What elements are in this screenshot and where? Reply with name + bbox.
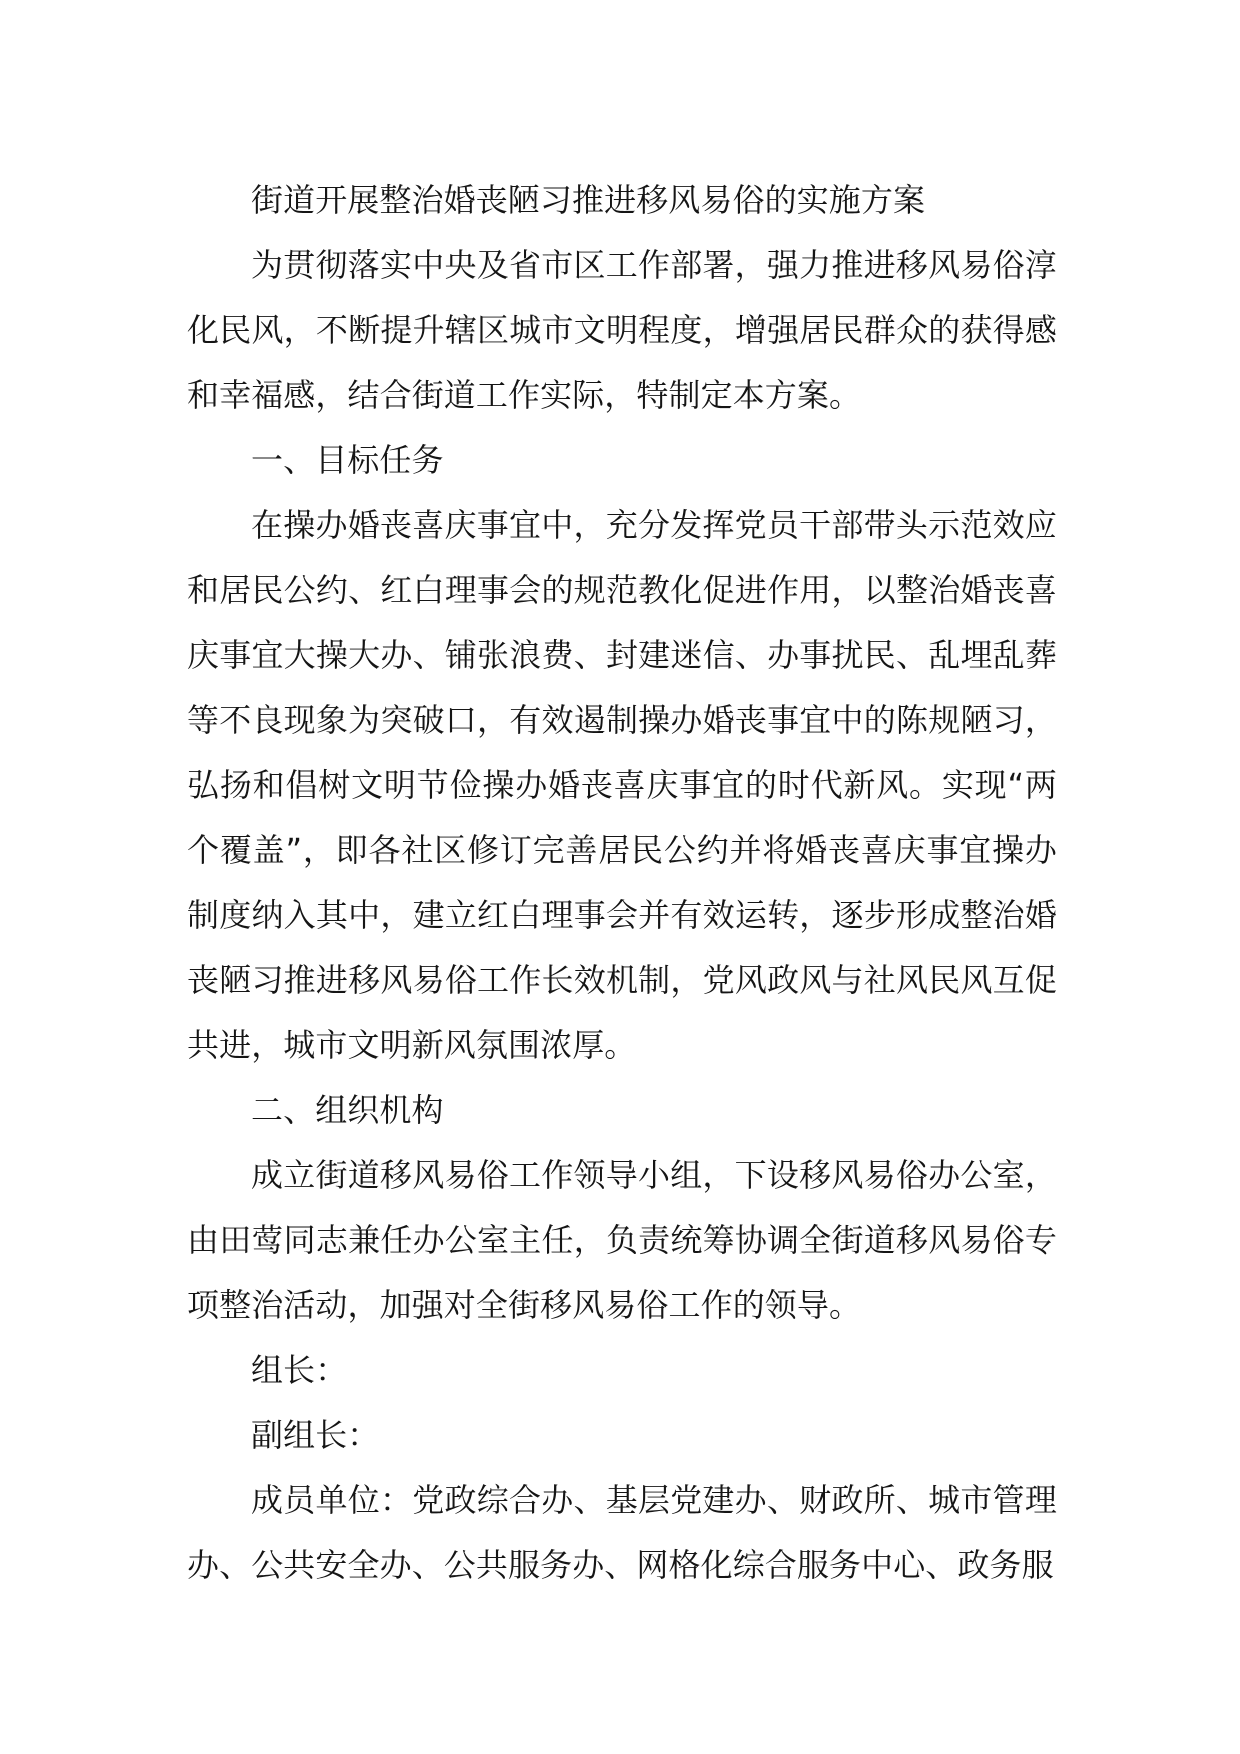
deputy-leader-line: 副组长： [251, 1416, 380, 1454]
document-title: 街道开展整治婚丧陋习推进移风易俗的实施方案 [251, 181, 926, 219]
member-units-paragraph: 成员单位：党政综合办、基层党建办、财政所、城市管理办、公共安全办、公共服务办、网格化综合服务中心、政务服 [187, 1481, 1057, 1584]
goals-paragraph: 在操办婚丧喜庆事宜中，充分发挥党员干部带头示范效应和居民公约、红白理事会的规范教化促进作用，以整治婚丧喜庆事宜大操大办、铺张浪费、封建迷信、办事扰民、乱埋乱葬等不良现象为突破口，有效遏制操办婚丧事宜中的陈规陋习，弘扬和倡树文明节俭操办婚丧喜庆事宜的时代新风。实现“两个覆盖”，即各社区修订完善居民公约并将婚丧喜庆事宜操办制度纳入其中，建立红白理事会并有效运转，逐步形成整治婚丧陋习推进移风易俗工作长效机制，党风政风与社风民风互促共进，城市文明新风氛围浓厚。 [187, 506, 1057, 1064]
section-heading-goals: 一、目标任务 [251, 441, 444, 479]
organization-paragraph: 成立街道移风易俗工作领导小组，下设移风易俗办公室，由田莺同志兼任办公室主任，负责统筹协调全街道移风易俗专项整治活动，加强对全街移风易俗工作的领导。 [187, 1156, 1057, 1324]
leader-line: 组长： [251, 1351, 348, 1389]
intro-paragraph: 为贯彻落实中央及省市区工作部署，强力推进移风易俗淳化民风，不断提升辖区城市文明程度，增强居民群众的获得感和幸福感，结合街道工作实际，特制定本方案。 [187, 246, 1057, 414]
section-heading-organization: 二、组织机构 [251, 1091, 444, 1129]
document-body [187, 168, 1057, 1598]
